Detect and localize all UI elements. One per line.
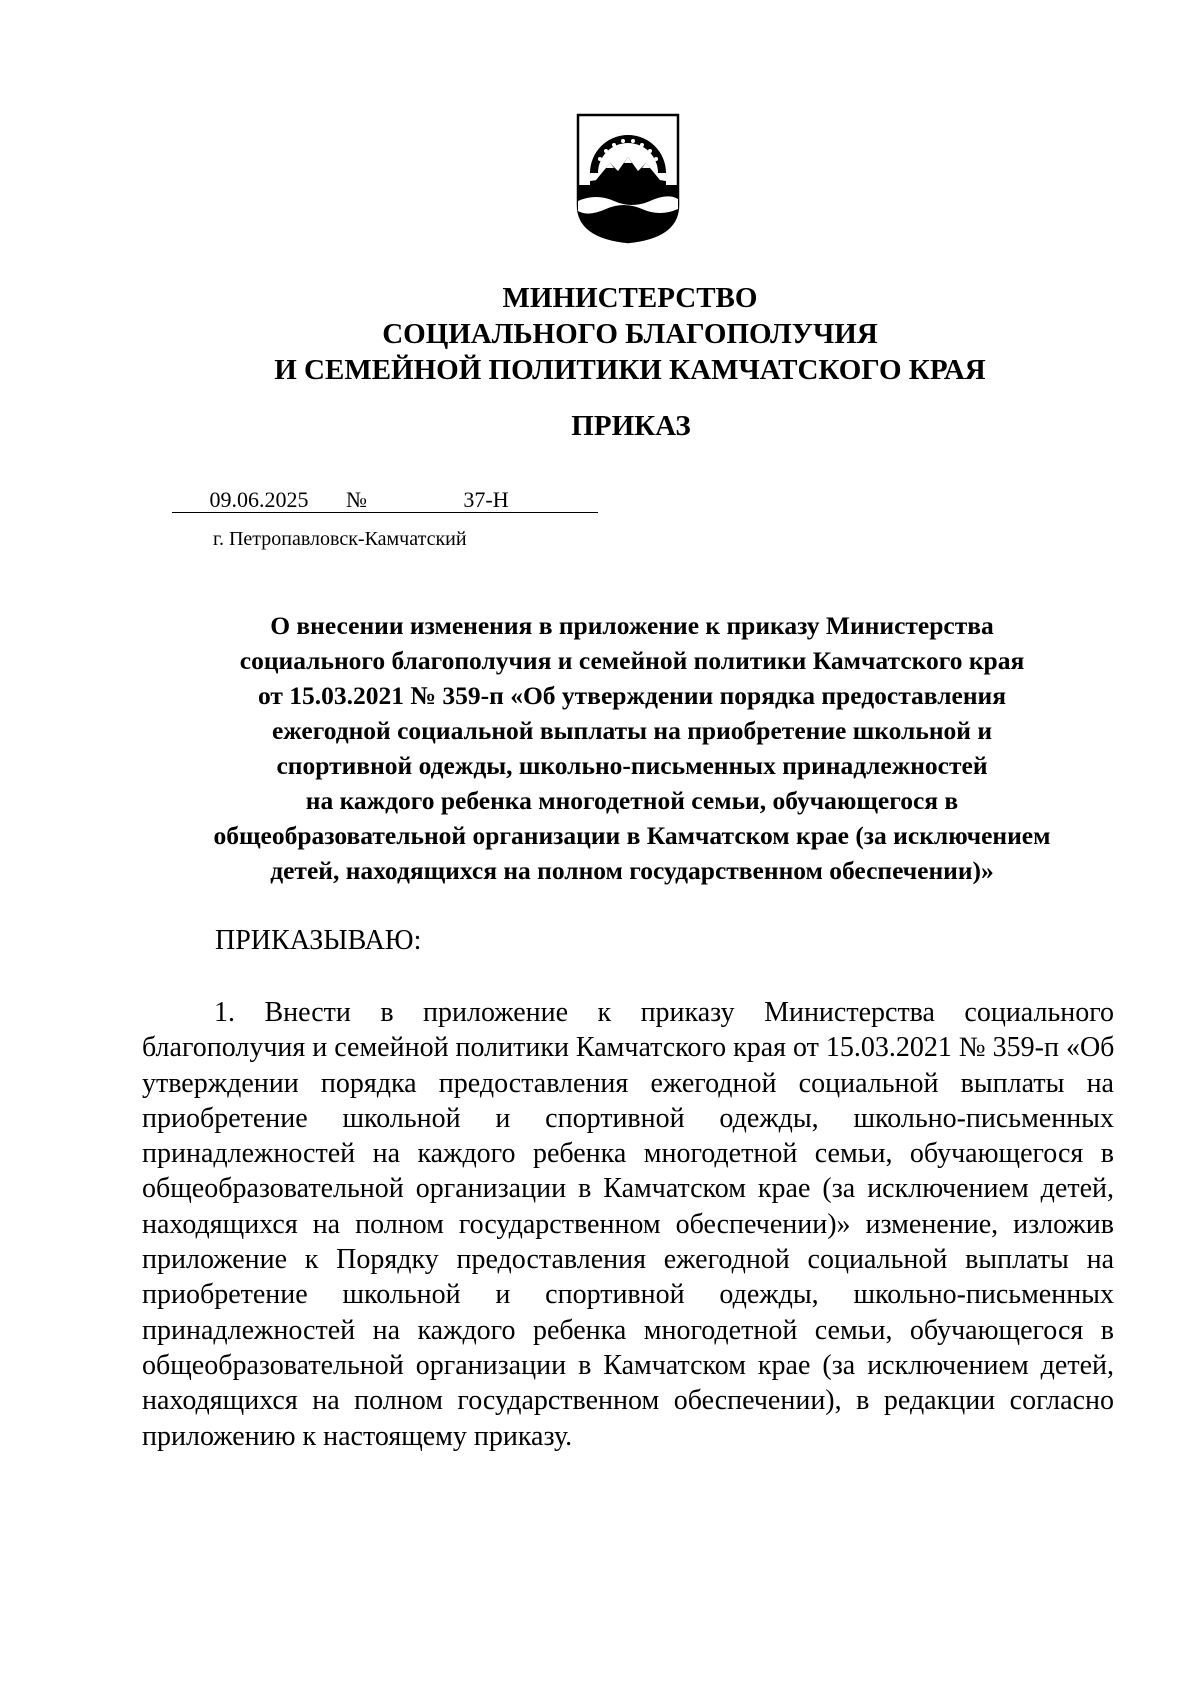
order-number: 37-Н (374, 486, 598, 513)
order-subject-heading (150, 608, 1114, 888)
paragraph-line: принадлежностей на каждого ребенка многодетной семьи, обучающегося в (142, 1138, 1114, 1170)
decree-word: ПРИКАЗЫВАЮ: (215, 925, 422, 956)
paragraph-line: приобретение школьной и спортивной одежды, школьно-письменных (142, 1279, 1114, 1311)
paragraph-1 (142, 995, 1114, 1454)
document-type-title: ПРИКАЗ (571, 410, 691, 442)
city-of-issue: г. Петропавловск-Камчатский (213, 528, 467, 550)
subject-line: на каждого ребенка многодетной семьи, обучающегося в (305, 786, 959, 815)
number-sign: № (346, 486, 374, 513)
paragraph-line: находящихся на полном государственном обеспечении)» изменение, изложив (142, 1208, 1114, 1240)
subject-line: ежегодной социальной выплаты на приобретение школьной и (271, 716, 993, 745)
paragraph-line: приобретение школьной и спортивной одежды, школьно-письменных (142, 1102, 1114, 1134)
paragraph-line: общеобразовательной организации в Камчатском крае (за исключением детей, (142, 1349, 1114, 1381)
paragraph-line: 1. Внести в приложение к приказу Министерства социального (214, 997, 1114, 1028)
subject-line: О внесении изменения в приложение к приказу Министерства (270, 611, 994, 640)
registration-line (172, 486, 598, 514)
paragraph-line: принадлежностей на каждого ребенка многодетной семьи, обучающегося в (142, 1314, 1114, 1346)
subject-line: общеобразовательной организации в Камчатском крае (за исключением (213, 821, 1051, 850)
paragraph-line: благополучия и семейной политики Камчатского края от 15.03.2021 № 359-п «Об (142, 1032, 1115, 1064)
ministry-line: СОЦИАЛЬНОГО БЛАГОПОЛУЧИЯ (382, 318, 878, 350)
subject-line: социального благополучия и семейной политики Камчатского края (239, 646, 1025, 675)
order-date: 09.06.2025 (172, 486, 346, 513)
subject-line: спортивной одежды, школьно-письменных принадлежностей (276, 751, 988, 780)
paragraph-line: утверждении порядка предоставления ежегодной социальной выплаты на (142, 1067, 1114, 1099)
subject-line: от 15.03.2021 № 359-п «Об утверждении порядка предоставления (257, 681, 1007, 710)
paragraph-line: общеобразовательной организации в Камчатском крае (за исключением детей, (142, 1173, 1114, 1205)
paragraph-line: приложение к Порядку предоставления ежегодной социальной выплаты на (142, 1244, 1114, 1276)
ministry-line: МИНИСТЕРСТВО (502, 282, 758, 314)
paragraph-line: приложению к настоящему приказу. (142, 1420, 573, 1452)
subject-line: детей, находящихся на полном государственном обеспечении)» (270, 856, 994, 885)
ministry-line: И СЕМЕЙНОЙ ПОЛИТИКИ КАМЧАТСКОГО КРАЯ (274, 354, 986, 386)
paragraph-line: находящихся на полном государственном обеспечении), в редакции согласно (142, 1385, 1114, 1417)
kamchatka-coat-of-arms (576, 113, 680, 244)
ministry-name (0, 280, 1200, 388)
